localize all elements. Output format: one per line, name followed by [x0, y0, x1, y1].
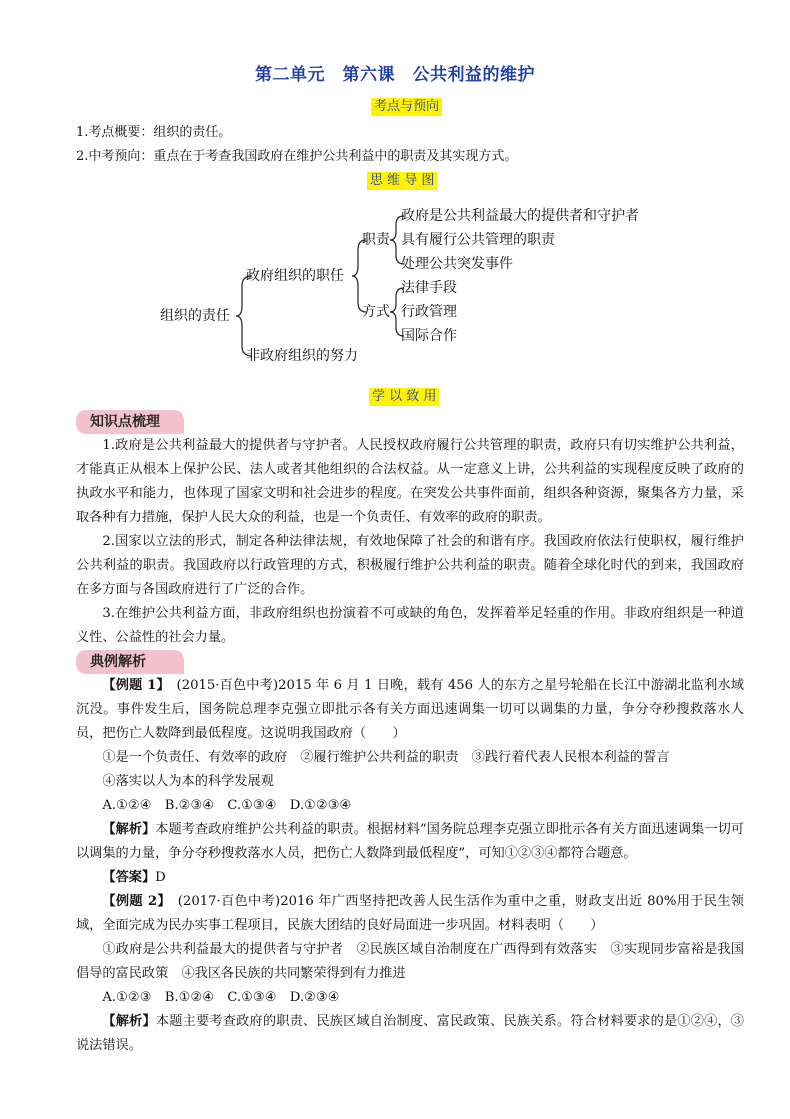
mindmap-zhize-item-2: 具有履行公共管理的职责: [401, 232, 555, 248]
kaodian-header: 考点与预向: [371, 98, 442, 116]
zhishi-para-1: 1.政府是公共利益最大的提供者与守护者。人民授权政府履行公共管理的职责，政府只有切实维护公共利益，才能真正从根本上保护公民、法人或者其他组织的合法权益。从一定意义上讲，公共利益的实现程度反映了政府的执政水平和能力，也体现了国家文明和社会进步的程度。在突发公共事件面前，组织各种资源，聚集各方力量，采取各种有力措施，保护人民大众的利益，也是一个负责任、有效率的政府的职责。: [76, 438, 744, 525]
zhishi-para-2: 2.国家以立法的形式，制定各种法律法规，有效地保障了社会的和谐有序。我国政府依法行使职权，履行维护公共利益的职责。我国政府以行政管理的方式，积极履行维护公共利益的职责。随着全球化时代的到来，我国政府在多方面与各国政府进行了广泛的合作。: [76, 534, 744, 597]
example1-answer-label: 【答案】: [102, 870, 156, 885]
example1-options-1: ①是一个负责任、有效率的政府 ②履行维护公共利益的职责 ③践行着代表人民根本利益的誓言: [102, 750, 670, 765]
example2-choices: A.①②③ B.①②④ C.①③④ D.②③④: [102, 990, 340, 1005]
example1-answer: [76, 866, 744, 890]
example2-label: 【例题 2】: [102, 894, 165, 909]
example2-analysis-label: 【解析】: [102, 1014, 156, 1029]
example2-analysis: [76, 1010, 744, 1058]
example2-stem-text: (2017·百色中考)2016 年广西坚持把改善人民生活作为重中之重，财政支出近 80%用于民生领域，全面完成为民办实事工程项目，民族大团结的良好局面进一步巩固。材料表明（ ）: [76, 894, 744, 933]
page-title: 第二单元 第六课 公共利益的维护: [255, 65, 535, 85]
mindmap-root: 组织的责任: [160, 308, 230, 324]
example1-analysis-label: 【解析】: [102, 822, 156, 837]
mindmap-zhize-item-3: 处理公共突发事件: [401, 256, 513, 272]
example2-options: ①政府是公共利益最大的提供者与守护者 ②民族区域自治制度在广西得到有效落实 ③实现同步富裕是我国倡导的富民政策 ④我区各民族的共同繁荣得到有力推进: [76, 942, 744, 981]
mindmap-fangshi-item-1: 法律手段: [401, 280, 457, 296]
xueyi-header: 学 以 致 用: [369, 388, 439, 406]
example1-answer-text: D: [155, 870, 166, 885]
mindmap-fangshi-item-2: 行政管理: [401, 304, 457, 320]
zhishi-badge: 知识点梳理: [76, 410, 184, 434]
mindmap-zhize-item-1: 政府是公共利益最大的提供者和守护者: [401, 208, 639, 224]
zhishi-para-3: 3.在维护公共利益方面，非政府组织也扮演着不可或缺的角色，发挥着举足轻重的作用。非政府组织是一种道义性、公益性的社会力量。: [76, 606, 744, 645]
kaodian-item-2: 2.中考预向：重点在于考查我国政府在维护公共利益中的职责及其实现方式。: [76, 149, 518, 164]
mindmap-gov: 政府组织的职任: [246, 268, 344, 284]
mindmap-fangshi: 方式: [362, 304, 390, 320]
mindmap-zhize: 职责: [362, 232, 390, 248]
example1-analysis-text: 本题考查政府维护公共利益的职责。根据材料“国务院总理李克强立即批示各有关方面迅速调集一切可以调集的力量，争分夺秒搜救落水人员，把伤亡人数降到最低程度”，可知①②③④都符合题意。: [76, 822, 744, 861]
example2-analysis-text: 本题主要考查政府的职责、民族区域自治制度、富民政策、民族关系。符合材料要求的是①②④，③说法错误。: [76, 1014, 744, 1053]
example2-stem: [76, 890, 744, 938]
mindmap-fangshi-item-3: 国际合作: [401, 328, 457, 344]
example1-label: 【例题 1】: [102, 678, 164, 693]
siwei-header: 思 维 导 图: [367, 172, 437, 190]
example1-stem-text: (2015·百色中考)2015 年 6 月 1 日晚，载有 456 人的东方之星号轮船在长江中游湖北监利水域沉没。事件发生后，国务院总理李克强立即批示各有关方面迅速调集一切可以调集的力量，争分夺秒搜救落水人员，把伤亡人数降到最低程度。这说明我国政府（ ）: [76, 678, 744, 741]
example1-options-2: ④落实以人为本的科学发展观: [102, 774, 274, 789]
example1-analysis: [76, 818, 744, 866]
mindmap-ngo: 非政府组织的努力: [246, 348, 358, 364]
kaodian-item-1: 1.考点概要：组织的责任。: [76, 125, 232, 140]
dianli-badge: 典例解析: [76, 650, 184, 674]
example1-choices: A.①②④ B.②③④ C.①③④ D.①②③④: [102, 798, 352, 813]
example1-stem: [76, 674, 744, 746]
